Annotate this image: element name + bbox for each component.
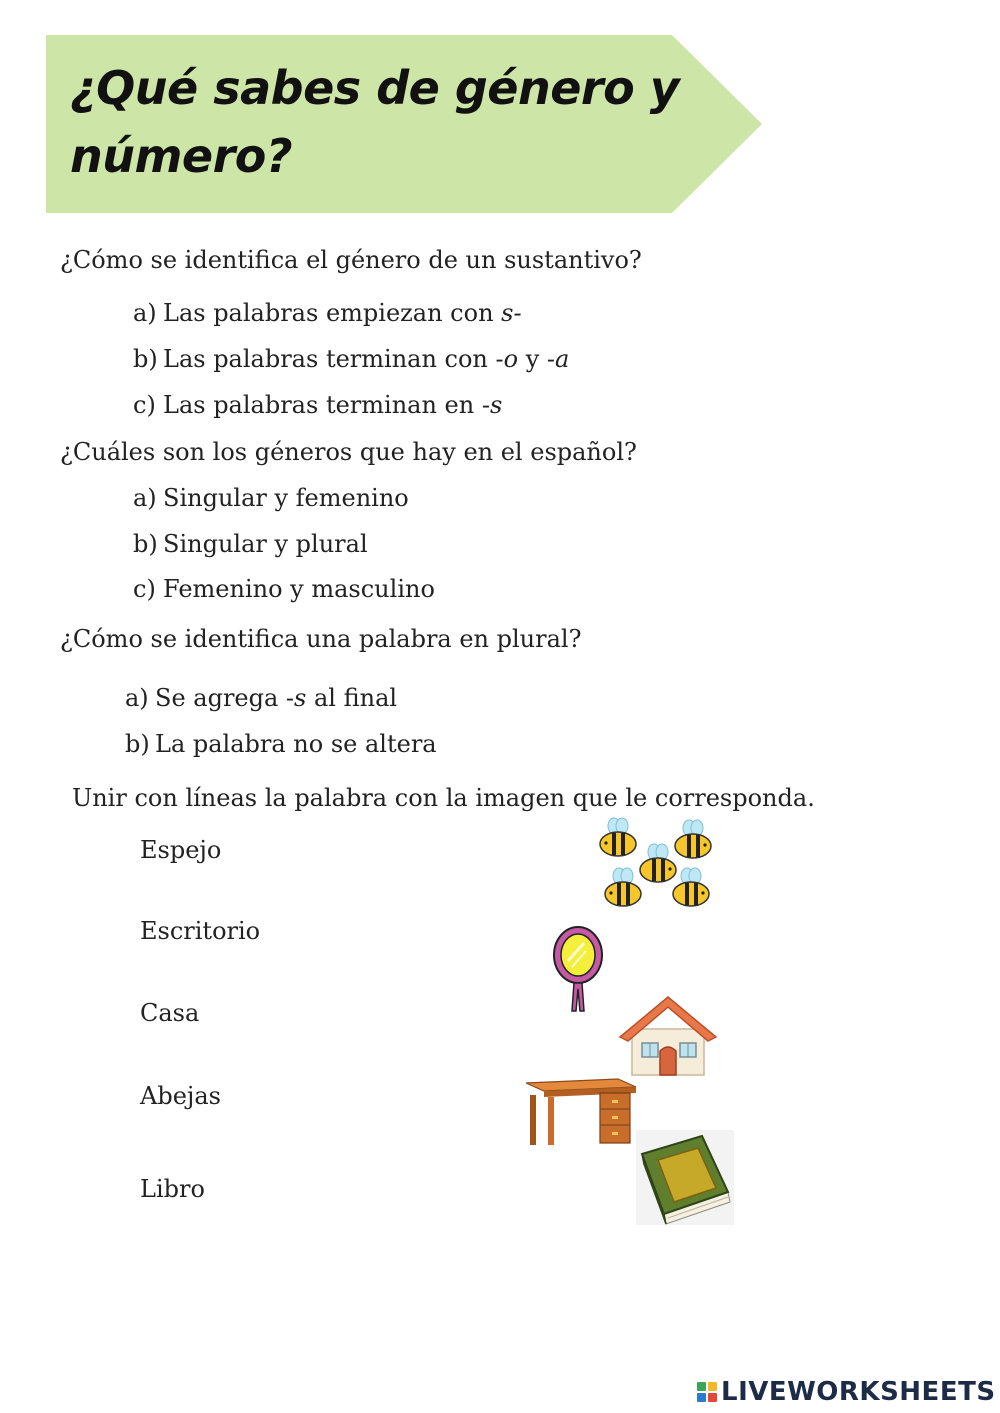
match-word-libro[interactable]: Libro xyxy=(140,1175,205,1203)
desk-icon[interactable] xyxy=(522,1075,638,1149)
footer-brand-text: LIVEWORKSHEETS xyxy=(721,1377,996,1407)
matching-instruction: Unir con líneas la palabra con la imagen que le corresponda. xyxy=(72,784,815,812)
match-word-casa[interactable]: Casa xyxy=(140,999,200,1027)
question-1: ¿Cómo se identifica el género de un sustantivo? xyxy=(60,246,642,274)
bees-icon[interactable] xyxy=(595,816,720,916)
mirror-icon[interactable] xyxy=(550,925,606,1015)
q1-option-b[interactable]: b) Las palabras terminan con -o y -a xyxy=(133,345,570,373)
q3-option-a[interactable]: a) Se agrega -s al final xyxy=(125,684,398,712)
q2-option-a[interactable]: a) Singular y femenino xyxy=(133,484,409,512)
question-2: ¿Cuáles son los géneros que hay en el español? xyxy=(60,438,637,466)
q2-option-b[interactable]: b) Singular y plural xyxy=(133,530,368,558)
match-word-escritorio[interactable]: Escritorio xyxy=(140,917,261,945)
page-title: ¿Qué sabes de género y número? xyxy=(70,61,680,183)
footer-brand xyxy=(697,1377,996,1407)
book-icon[interactable] xyxy=(636,1130,734,1225)
q1-option-a[interactable]: a) Las palabras empiezan con s- xyxy=(133,299,522,327)
match-word-abejas[interactable]: Abejas xyxy=(140,1082,221,1110)
question-3: ¿Cómo se identifica una palabra en plural? xyxy=(60,625,582,653)
q3-option-b[interactable]: b) La palabra no se altera xyxy=(125,730,437,758)
q1-option-c[interactable]: c) Las palabras terminan en -s xyxy=(133,391,503,419)
liveworksheets-logo-icon xyxy=(697,1382,717,1402)
house-icon[interactable] xyxy=(618,993,718,1077)
match-word-espejo[interactable]: Espejo xyxy=(140,836,222,864)
q2-option-c[interactable]: c) Femenino y masculino xyxy=(133,575,435,603)
